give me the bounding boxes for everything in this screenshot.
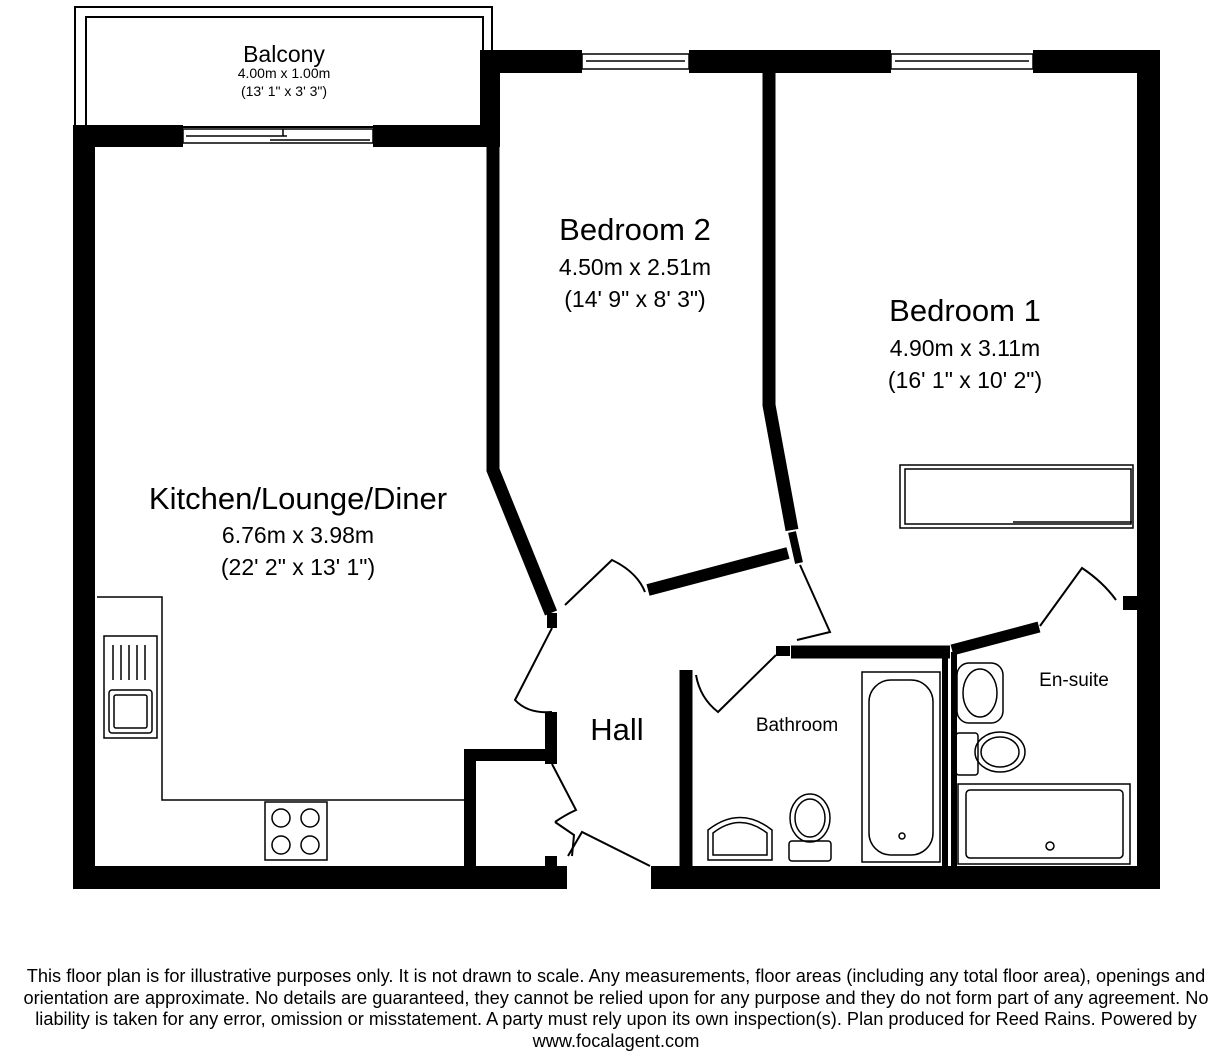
bathroom-fittings	[708, 672, 940, 862]
kitchen-name: Kitchen/Lounge/Diner	[148, 481, 448, 516]
bedroom1-name: Bedroom 1	[889, 293, 1041, 328]
bedroom1-wardrobe	[900, 465, 1133, 528]
kitchen-size-metric: 6.76m x 3.98m	[221, 522, 375, 548]
ensuite-fittings	[956, 663, 1130, 864]
bedroom2-size-imperial: (14' 9" x 8' 3")	[564, 286, 706, 312]
bedroom2-name: Bedroom 2	[559, 212, 711, 247]
sliding-door	[183, 129, 373, 143]
hall-name: Hall	[590, 712, 644, 747]
ensuite-name: En-suite	[1039, 670, 1109, 691]
bedroom1-size-metric: 4.90m x 3.11m	[889, 335, 1041, 361]
kitchen-size-imperial: (22' 2" x 13' 1")	[220, 554, 376, 580]
balcony-size-metric: 4.00m x 1.00m	[237, 65, 331, 81]
kitchen-units	[97, 597, 470, 860]
bedroom2-size-metric: 4.50m x 2.51m	[558, 254, 712, 280]
disclaimer-text: This floor plan is for illustrative purposes only. It is not drawn to scale. Any measurements, floor areas (including any total floor area), openings and orientation are approximate. No details are guaranteed, they cannot be relied upon for any purpose and they do not form part of any agreement. No liability is taken for any error, omission or misstatement. A party must rely upon its own inspection(s). Plan produced for Reed Rains. Powered by www.focalagent.com	[23, 966, 1209, 1051]
bathroom-name: Bathroom	[755, 715, 839, 736]
bedroom1-size-imperial: (16' 1" x 10' 2")	[887, 367, 1043, 393]
balcony-size-imperial: (13' 1" x 3' 3")	[240, 83, 328, 99]
balcony-name: Balcony	[243, 41, 325, 67]
interior-walls	[470, 70, 1039, 870]
